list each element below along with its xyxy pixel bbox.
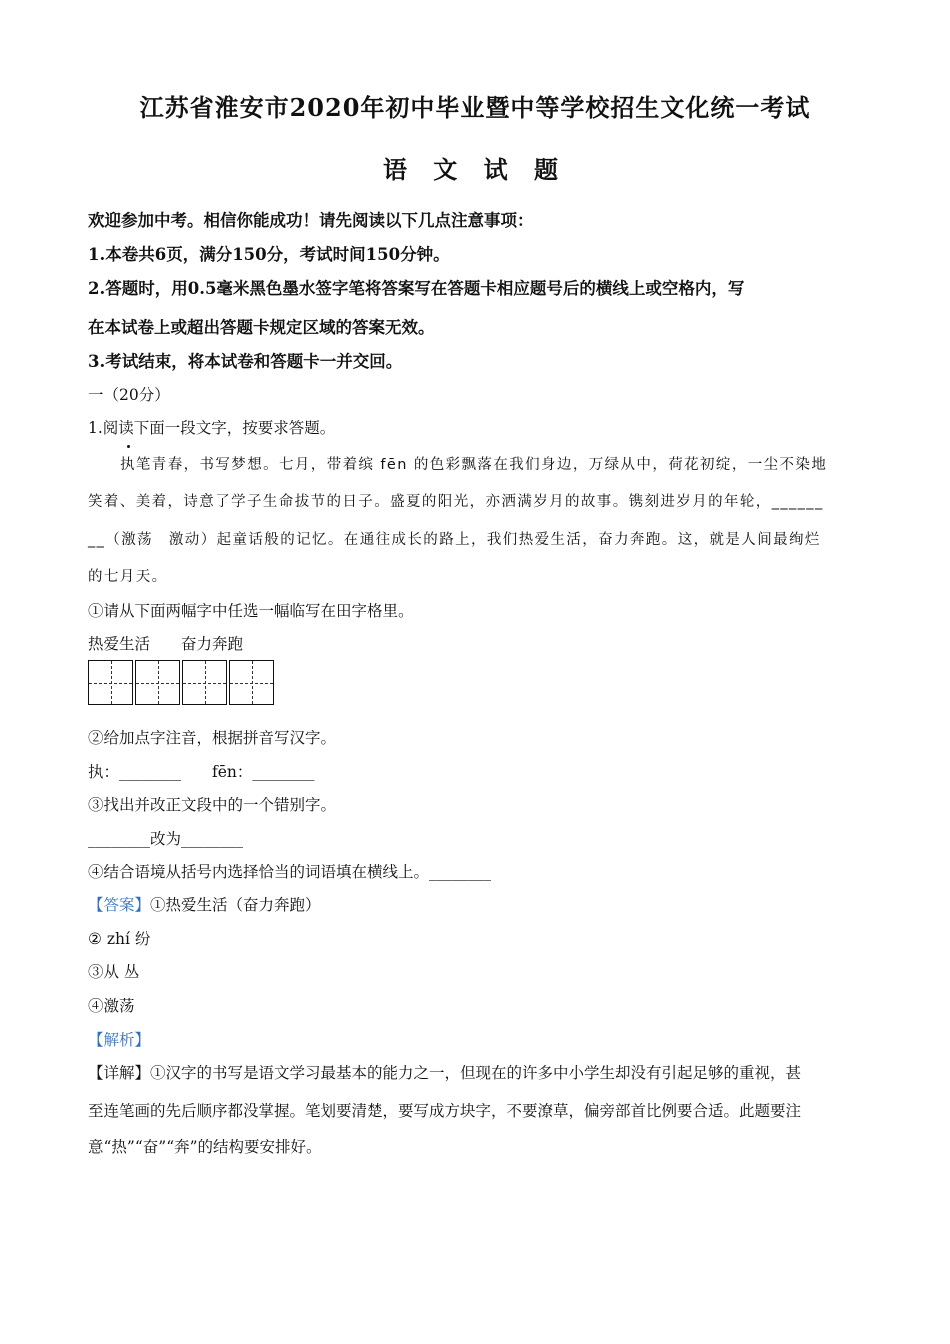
answer-3: ③从 丛 <box>88 963 140 981</box>
sub-question-1: ①请从下面两幅字中任选一幅临写在田字格里。 <box>88 602 414 620</box>
sub-question-2-blanks: 执：________ fēn：________ <box>88 763 315 781</box>
passage-line-4: 的七月天。 <box>88 569 168 585</box>
answer-row <box>88 893 321 915</box>
notice-item-3: 3.考试结束，将本试卷和答题卡一并交回。 <box>88 352 403 371</box>
notice-item-1: 1.本卷共6页，满分150分，考试时间150分钟。 <box>88 245 450 264</box>
grid-cell <box>135 660 180 705</box>
answer-4: ④激荡 <box>88 997 135 1015</box>
question-stem: 1.阅读下面一段文字，按要求答题。 <box>88 419 336 437</box>
sub-question-2: ②给加点字注音，根据拼音写汉字。 <box>88 729 337 747</box>
sub-question-3: ③找出并改正文段中的一个错别字。 <box>88 796 337 814</box>
notice-item-2-line-1: 2.答题时，用0.5毫米黑色墨水签字笔将答案写在答题卡相应题号后的横线上或空格内，写 <box>88 279 745 298</box>
section-heading: 一（20分） <box>88 386 170 404</box>
grid-cell <box>88 660 133 705</box>
detail-label: 【详解】 <box>88 1064 151 1082</box>
analysis-text-1: ①汉字的书写是语文学习最基本的能力之一，但现在的许多中小学生却没有引起足够的重视，甚 <box>150 1064 802 1082</box>
copy-words: 热爱生活 奋力奔跑 <box>88 635 244 653</box>
emphasis-dot <box>127 445 130 448</box>
exam-title: 江苏省淮安市2020年初中毕业暨中等学校招生文化统一考试 <box>139 93 811 122</box>
notice-intro: 欢迎参加中考。相信你能成功！请先阅读以下几点注意事项： <box>88 211 534 230</box>
passage-line-1: 执笔青春，书写梦想。七月，带着缤 fēn 的色彩飘落在我们身边，万绿从中，荷花初绽，一尘不染地 <box>120 457 828 473</box>
passage-line-3: __（激荡 激动）起童话般的记忆。在通往成长的路上，我们热爱生活，奋力奔跑。这，就是人间最绚烂 <box>88 532 821 548</box>
analysis-line-1 <box>88 1061 801 1083</box>
tianzige-grid <box>88 660 276 705</box>
answer-1: ①热爱生活（奋力奔跑） <box>150 896 321 914</box>
analysis-label: 【解析】 <box>88 1031 151 1049</box>
sub-question-4: ④结合语境从括号内选择恰当的词语填在横线上。________ <box>88 863 492 881</box>
analysis-line-2: 至连笔画的先后顺序都没掌握。笔划要清楚，要写成方块字，不要潦草，偏旁部首比例要合适。此题要注 <box>88 1102 802 1120</box>
exam-subtitle: 语 文 试 题 <box>382 155 568 184</box>
analysis-line-3: 意“热”“奋”“奔”的结构要安排好。 <box>88 1138 322 1156</box>
grid-cell <box>182 660 227 705</box>
answer-label: 【答案】 <box>88 896 151 914</box>
notice-item-2-line-2: 在本试卷上或超出答题卡规定区域的答案无效。 <box>88 318 435 337</box>
grid-cell <box>229 660 274 705</box>
passage-line-2: 笑着、美着，诗意了学子生命拔节的日子。盛夏的阳光，亦洒满岁月的故事。镌刻进岁月的年轮，______ <box>88 494 824 510</box>
sub-question-3-blank: ________改为________ <box>88 830 244 848</box>
answer-2: ② zhí 纷 <box>88 930 151 948</box>
